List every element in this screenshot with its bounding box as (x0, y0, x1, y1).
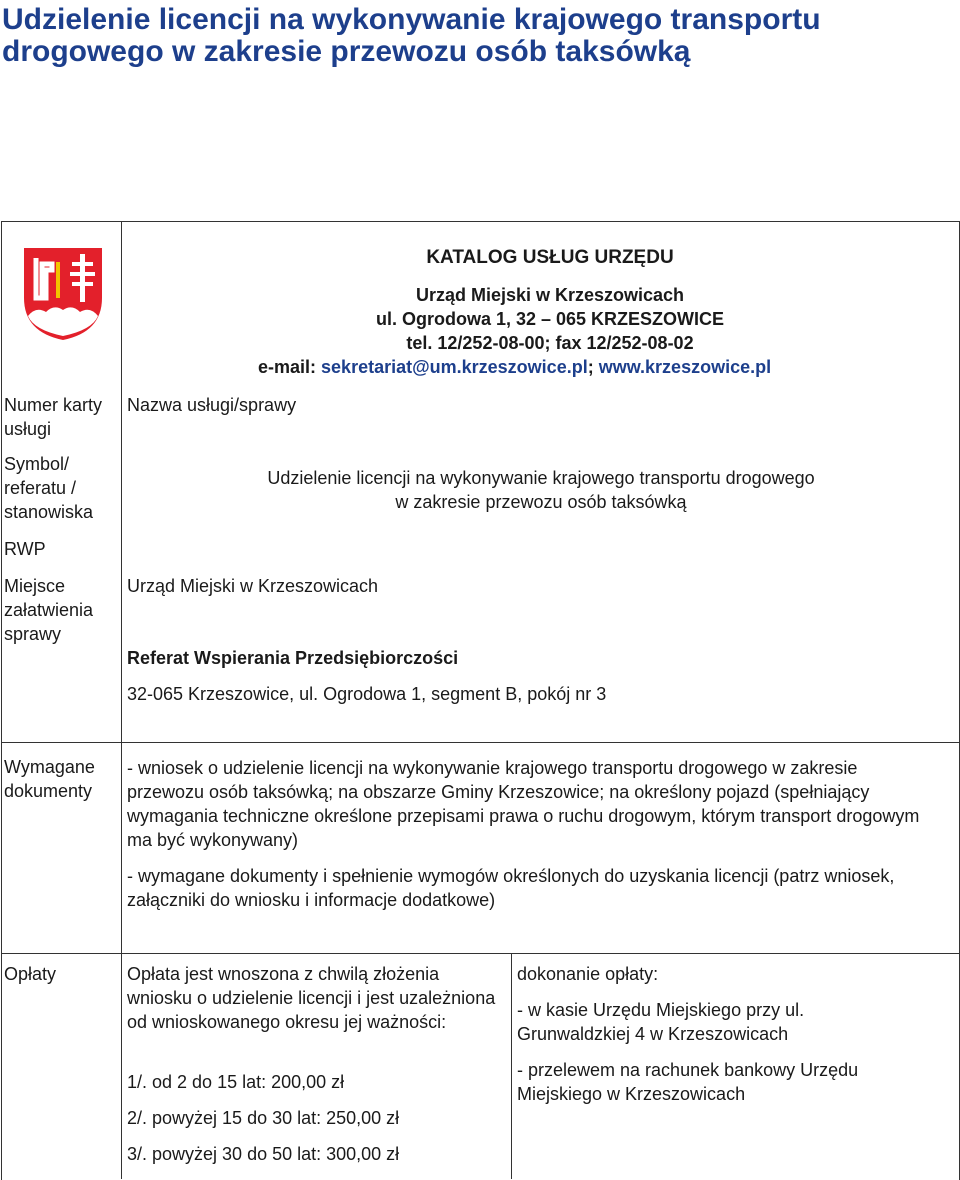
payment-item-2: - przelewem na rachunek bankowy Urzędu Miejskiego w Krzeszowicach (517, 1060, 859, 1104)
fee-item-1: 1/. od 2 do 15 lat: 200,00 zł (127, 1072, 345, 1092)
office-name: Urząd Miejski w Krzeszowicach (415, 285, 685, 305)
email-link[interactable]: sekretariat@um.krzeszowice.pl (321, 357, 588, 377)
page-title (2, 4, 942, 68)
rwp-label: RWP (4, 539, 46, 559)
fees-label: Opłaty (4, 964, 57, 984)
office-phone: tel. 12/252-08-00; fax 12/252-08-02 (406, 333, 694, 353)
office-contact-line (258, 355, 858, 379)
fee-item-2: 2/. powyżej 15 do 30 lat: 250,00 zł (127, 1108, 400, 1128)
contact-separator: ; (587, 357, 599, 377)
docs-item-1: - wniosek o udzielenie licencji na wykonywanie krajowego transportu drogowego w zakresie przewozu osób taksówką; na obszarze Gminy Krzeszowice; na określony pojazd (spełniający wymagania techniczne określone przepisami prawa o ruchu drogowym, którym transport drogowym ma być wykonywany) (127, 758, 920, 850)
column-divider (121, 221, 122, 1179)
payment-item-1: - w kasie Urzędu Miejskiego przy ul. Grunwaldzkiej 4 w Krzeszowicach (517, 1000, 805, 1044)
service-name-line1: Udzielenie licencji na wykonywanie krajowego transportu drogowego (267, 468, 815, 488)
fees-column-divider (511, 953, 512, 1179)
row-divider-fees (1, 953, 959, 954)
card-number-label: Numer karty usługi (4, 395, 103, 439)
office-address: ul. Ogrodowa 1, 32 – 065 KRZESZOWICE (375, 309, 725, 329)
payment-label: dokonanie opłaty: (517, 964, 659, 984)
catalog-title: KATALOG USŁUG URZĘDU (426, 247, 674, 268)
page-title-line2: drogowego w zakresie przewozu osób taksówką (2, 35, 691, 68)
service-name-line2: w zakresie przewozu osób taksówką (395, 492, 687, 512)
fee-item-3: 3/. powyżej 30 do 50 lat: 300,00 zł (127, 1144, 400, 1164)
row-divider-docs (1, 742, 959, 743)
place-office: Urząd Miejski w Krzeszowicach (127, 576, 379, 596)
coat-of-arms-logo (22, 246, 104, 342)
service-name-label: Nazwa usługi/sprawy (127, 395, 297, 415)
place-department: Referat Wspierania Przedsiębiorczości (127, 648, 459, 668)
place-address: 32-065 Krzeszowice, ul. Ogrodowa 1, segment B, pokój nr 3 (127, 684, 607, 704)
email-prefix: e-mail: (258, 357, 322, 377)
page-title-line1: Udzielenie licencji na wykonywanie krajowego transportu (2, 3, 821, 36)
website-link[interactable]: www.krzeszowice.pl (598, 357, 772, 377)
docs-item-2: - wymagane dokumenty i spełnienie wymogów określonych do uzyskania licencji (patrz wniosek, załączniki do wniosku i informacje dodatkowe) (127, 866, 895, 910)
place-label: Miejsce załatwienia sprawy (4, 576, 94, 644)
docs-label: Wymagane dokumenty (4, 757, 95, 801)
fees-intro: Opłata jest wnoszona z chwilą złożenia wniosku o udzielenie licencji i jest uzależniona od wnioskowanego okresu jej ważności: (127, 964, 496, 1032)
symbol-label: Symbol/ referatu / stanowiska (4, 454, 94, 522)
